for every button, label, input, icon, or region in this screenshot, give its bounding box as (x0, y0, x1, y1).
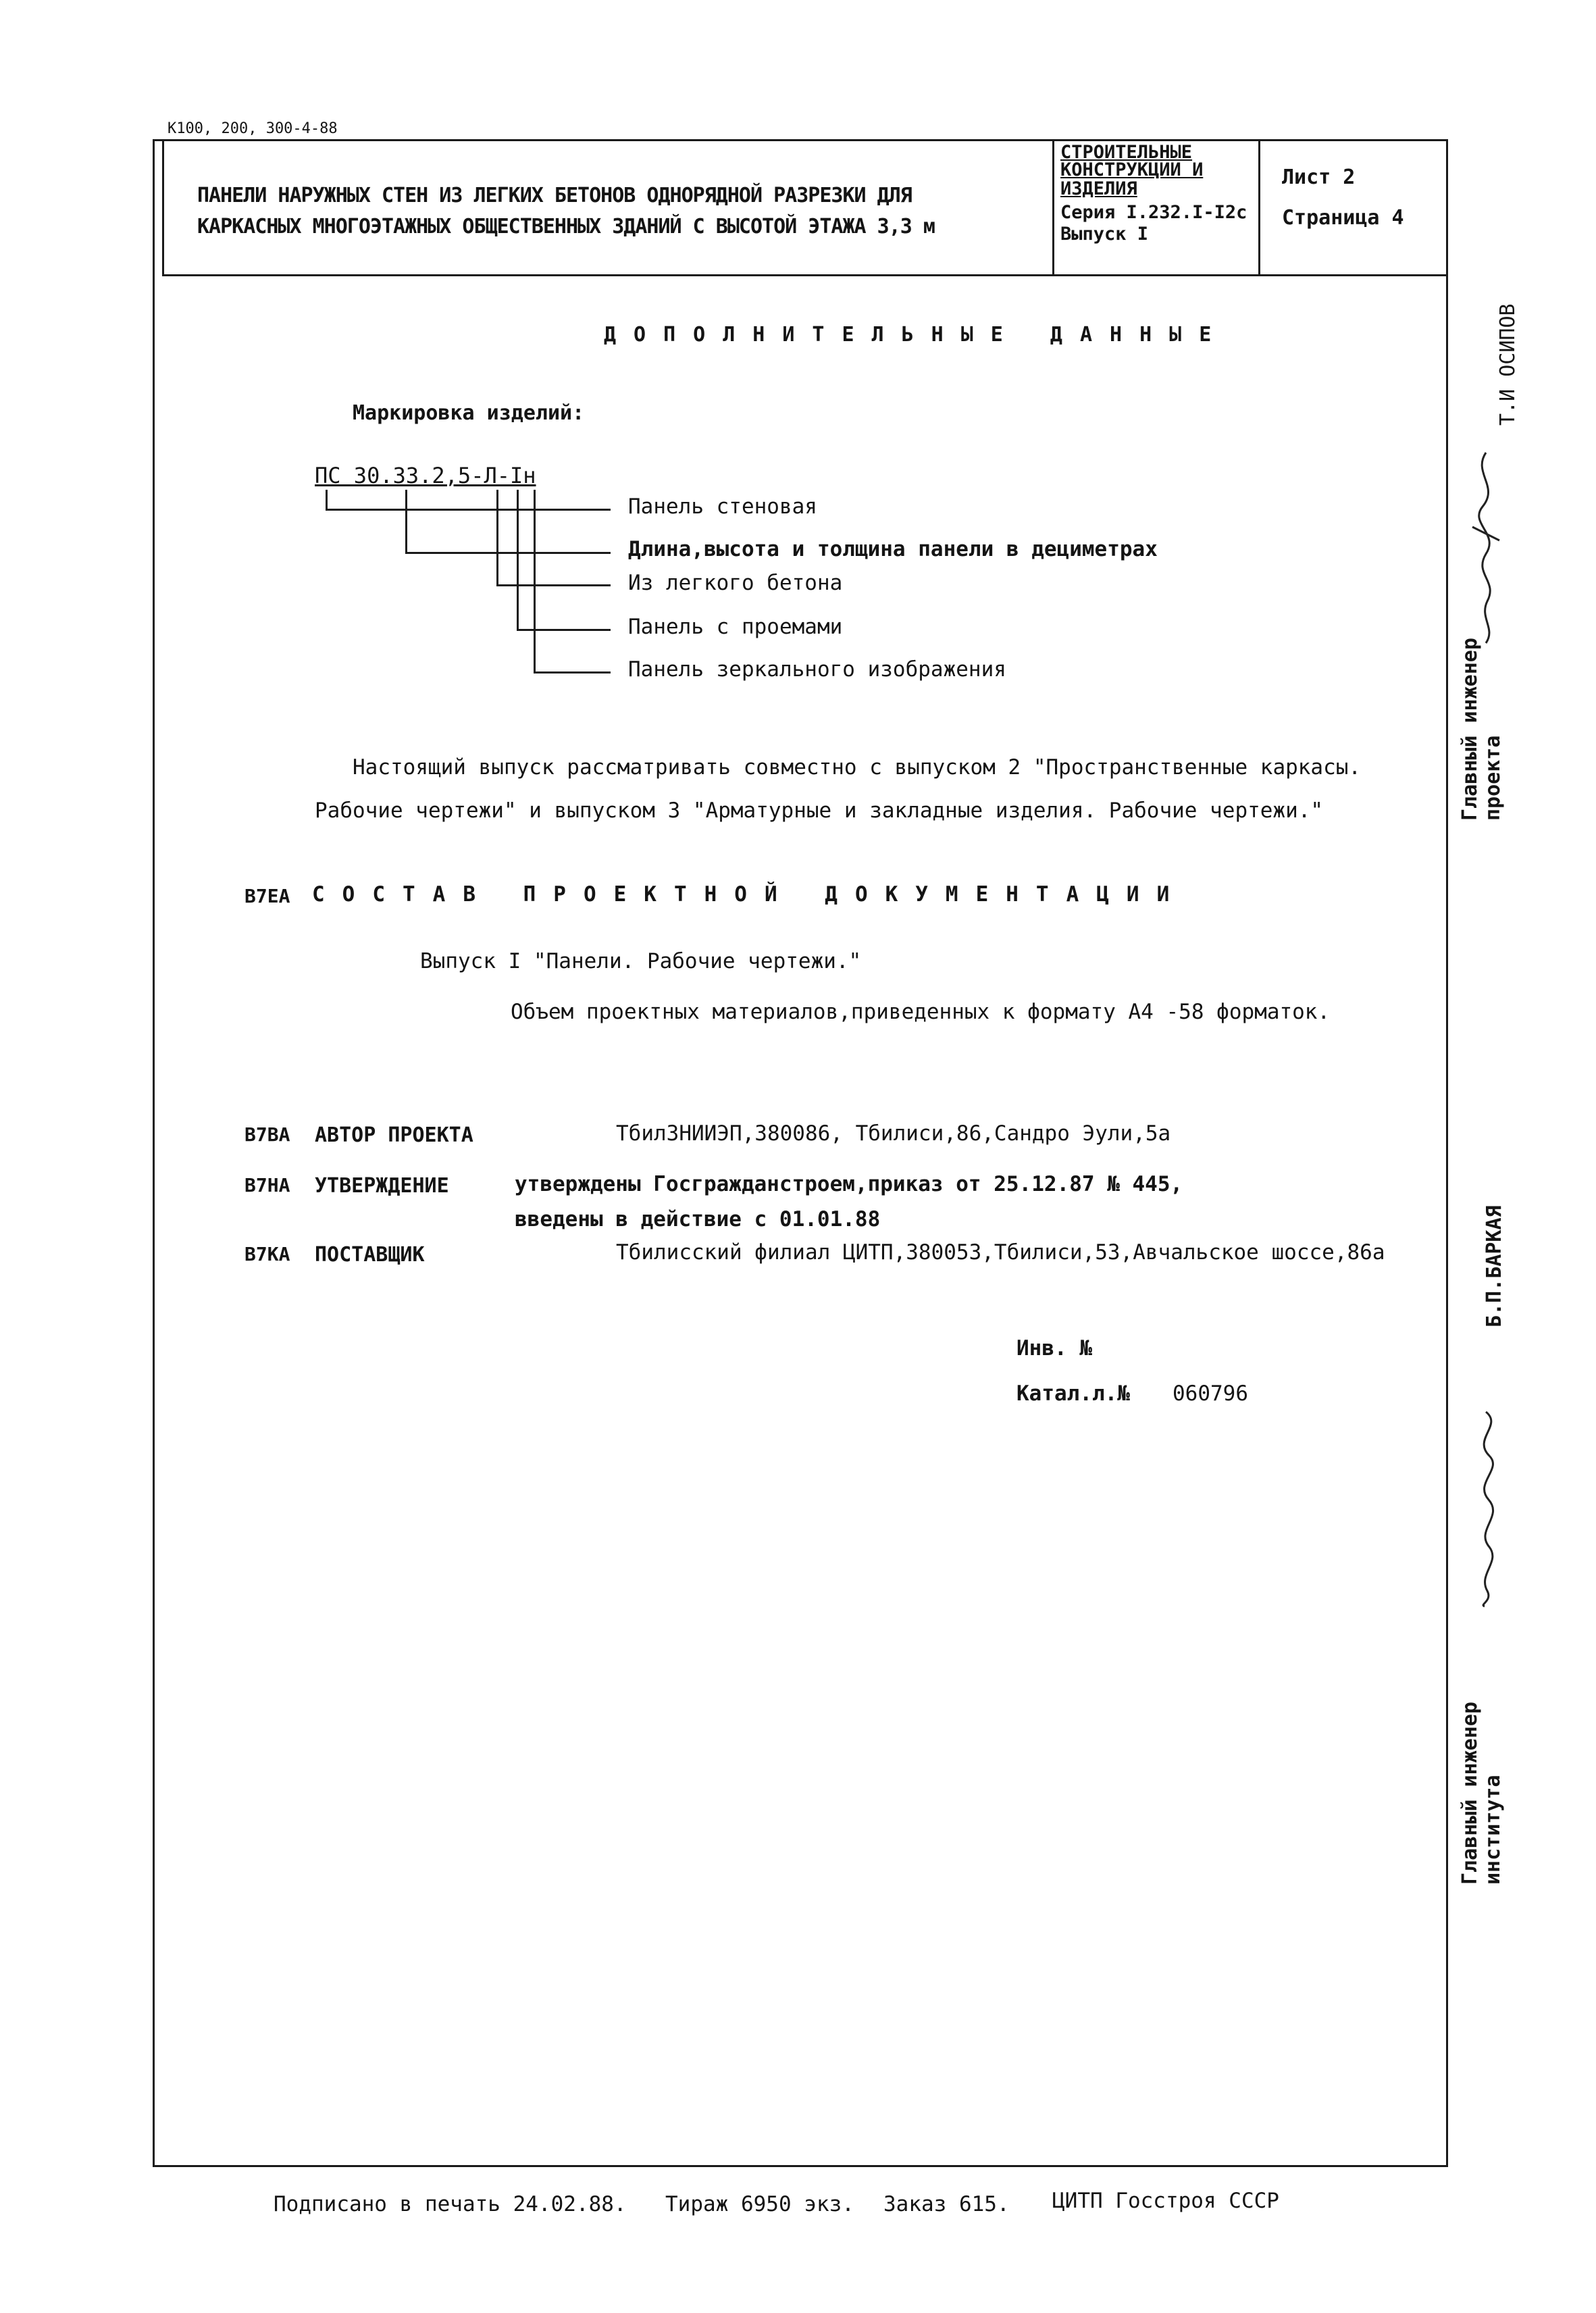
note-line-2: Рабочие чертежи" и выпуском 3 "Арматурные и закладные изделия. Рабочие чертежи." (315, 798, 1324, 823)
marking-item-1: Панель стеновая (628, 494, 817, 519)
series-line-3: ИЗДЕЛИЯ (1060, 178, 1137, 199)
title-line-1: ПАНЕЛИ НАРУЖНЫХ СТЕН ИЗ ЛЕГКИХ БЕТОНОВ ОДНОРЯДНОЙ РАЗРЕЗКИ ДЛЯ (197, 184, 912, 207)
catalog-label: Катал.л.№ (1016, 1381, 1130, 1406)
stamp-person-bottom: Б.П.БАРКАЯ (1483, 1205, 1506, 1327)
stamp-person-top: Т.И ОСИПОВ (1496, 303, 1520, 426)
title-line-2: КАРКАСНЫХ МНОГОЭТАЖНЫХ ОБЩЕСТВЕННЫХ ЗДАНИЙ С ВЫСОТОЙ ЭТАЖА 3,3 м (197, 215, 935, 238)
catalog-number: 060796 (1173, 1381, 1248, 1406)
approval-value-line-1: утверждены Госгражданстроем,приказ от 25.12.87 № 445, (515, 1172, 1183, 1196)
marking-item-5: Панель зеркального изображения (628, 657, 1006, 682)
author-value: ТбилЗНИИЭП,380086, Тбилиси,86,Сандро Эули,5а (616, 1121, 1171, 1146)
header-left-rule (162, 139, 164, 276)
marking-item-2: Длина,высота и толщина панели в дециметрах (628, 537, 1158, 561)
supplier-code: В7КА (244, 1243, 290, 1265)
composition-title: СОСТАВ ПРОЕКТНОЙ ДОКУМЕНТАЦИИ (312, 882, 1187, 907)
approval-label: УТВЕРЖДЕНИЕ (315, 1174, 449, 1198)
footer-print-run: Тираж 6950 экз. (665, 2192, 854, 2216)
series-line-1: СТРОИТЕЛЬНЫЕ (1060, 142, 1193, 163)
doc-code: К100, 200, 300-4-88 (168, 120, 338, 137)
note-line-1: Настоящий выпуск рассматривать совместно с выпуском 2 "Пространственные каркасы. (353, 755, 1362, 780)
stamp-role-top-line-2: проекта (1481, 735, 1505, 821)
footer-order: Заказ 615. (883, 2192, 1010, 2216)
footer-signed: Подписано в печать 24.02.88. (274, 2192, 627, 2216)
supplier-label: ПОСТАВЩИК (315, 1243, 425, 1267)
approval-value-line-2: введены в действие с 01.01.88 (515, 1207, 881, 1231)
marking-item-3: Из легкого бетона (628, 571, 843, 595)
supplier-value: Тбилисский филиал ЦИТП,380053,Тбилиси,53,Авчальское шоссе,86а (616, 1240, 1385, 1265)
page-number: Страница 4 (1282, 206, 1404, 230)
composition-code: В7ЕА (244, 885, 290, 907)
series-line-2: КОНСТРУКЦИИ И (1060, 159, 1204, 180)
marking-item-4: Панель с проемами (628, 615, 843, 639)
series-number: Серия I.232.I-I2с (1060, 203, 1247, 222)
composition-volume: Объем проектных материалов,приведенных к формату А4 -58 форматок. (511, 1000, 1331, 1024)
stamp-role-top-line-1: Главный инженер (1458, 638, 1482, 821)
signature-top-icon (1459, 446, 1513, 649)
stamp-role-bottom-line-2: института (1481, 1775, 1505, 1885)
header-divider-1 (1052, 139, 1054, 276)
header-bottom-rule (162, 274, 1448, 276)
composition-issue: Выпуск I "Панели. Рабочие чертежи." (420, 949, 862, 973)
sheet-number: Лист 2 (1282, 166, 1356, 189)
page-frame (153, 139, 1448, 2167)
stamp-role-bottom-line-1: Главный инженер (1458, 1702, 1482, 1885)
footer-publisher: ЦИТП Госстроя СССР (1052, 2189, 1279, 2213)
author-code: В7ВА (244, 1123, 290, 1146)
series-issue: Выпуск I (1060, 224, 1149, 245)
approval-code: В7НА (244, 1174, 290, 1196)
signature-bottom-icon (1466, 1405, 1513, 1608)
inventory-label: Инв. № (1016, 1336, 1092, 1361)
heading-additional-data: ДОПОЛНИТЕЛЬНЫЕ ДАННЫЕ (604, 323, 1229, 347)
header-divider-2 (1258, 139, 1260, 276)
marking-code: ПС 30.33.2,5-Л-Iн (315, 463, 536, 488)
marking-caption: Маркировка изделий: (353, 401, 585, 425)
author-label: АВТОР ПРОЕКТА (315, 1123, 473, 1147)
